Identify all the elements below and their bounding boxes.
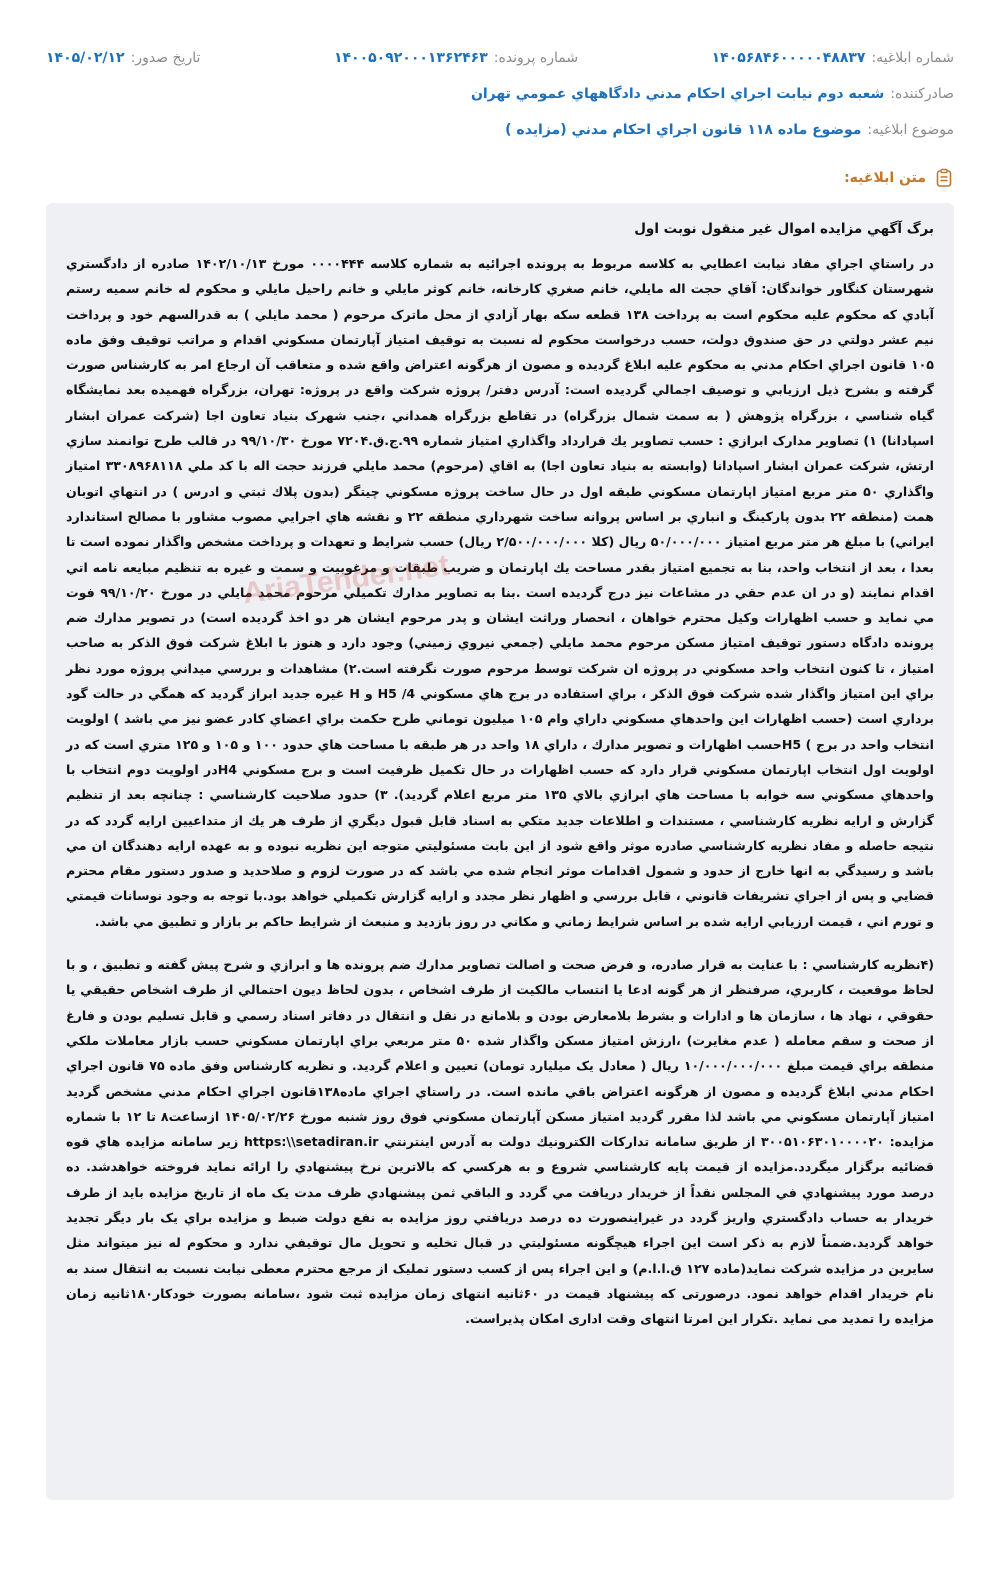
content-title: برگ آگهي مزايده اموال غير منقول نوبت اول — [634, 221, 934, 237]
notice-number-label: شماره ابلاغيه: — [871, 50, 954, 66]
case-number-label: شماره پرونده: — [493, 50, 579, 66]
subject-row — [46, 116, 954, 144]
header-meta-row — [46, 44, 954, 72]
content-paragraph-1: در راستاي اجراي مفاد نيابت اعطايي به کلاسه مربوط به پرونده اجرائيه به شماره کلاسه ۰۰۰۰۴۴۴ مورخ ۱۴۰۲/۱۰/۱۳ صادره از دادگستري شهرستان کنگاور خواندگان: آقاي حجت اله مايلي، خانم صغري کارخانه، خانم کوثر مايلي و خانم راحيل مايلي و محکوم له خانم سميه رستم آبادي که محکوم عليه محکوم است به پرداخت ۱۳۸ قطعه سکه بهار آزادي از محل ماترک مرحوم ( محمد مايلي ) به قدرالسهم خود و پرداخت نيم عشر دولتي در حق صندوق دولت، حسب درخواست محکوم له نسبت به توقيف امتياز آپارتمان مسکوني اقدام و مراتب توقيف وفق ماده ۱۰۵ قانون اجراي احکام مدني به محکوم عليه ابلاغ گرديده و مصون از هرگونه اعتراض واقع شده و متعاقب آن ارجاع امر به کارشناس صورت گرفته و بشرح ذيل ارزيابي و توصيف اجمالي گرديده است: آدرس دفتر/ پروژه شرکت واقع در پروژه: تهران، بزرگراه فهميده بعد نمايشگاه گياه شناسي ، بزرگراه پژوهش ( به سمت شمال بزرگراه) در تقاطع بزرگراه همداني ،جنب شهرک بنياد تعاون اجا (شرکت عمران ابشار اسپادانا) ۱) تصاوير مدارک ابرازي : حسب تصاوير يك قرارداد واگذاري امتياز شماره ۹۹.ج.ق.۷۲۰۴ مورخ ۹۹/۱۰/۳۰ در قالب طرح توانمند سازي ارتش، شرکت عمران ابشار اسپادانا (وابسته به بنياد تعاون اجا) به اقاي (مرحوم) محمد مايلي فرزند حجت اله با کد ملي ۳۳۰۸۹۶۸۱۱۸ امتياز واگذاري ۵۰ متر مربع امتياز اپارتمان مسکوني طبقه اول در حال ساخت پروژه مسکوني چيتگر (بدون پلاك ثبتي و ادرس ) در انتهاي اتوبان همت (منطقه ۲۲ بدون پارکينگ و انباري بر اساس پروانه ساخت شهرداري منطقه ۲۲ و نقشه هاي اجرايي مصوب مشاور با مصالح استاندارد ايراني) با مبلغ هر متر مربع امتياز ۵۰/۰۰۰/۰۰۰ ريال (کلا ۲/۵۰۰/۰۰۰/۰۰۰ ريال) حسب شرايط و تعهدات و پرداخت مشخص واگذار نموده است تا بعدا ، بعد از انتخاب واحد، بنا به تجميع امتياز بقدر مساحت يك اپارتمان و ضريب طبقات و مرغوبيت و سمت و غيره به تنظيم مبايعه نامه اتي اقدام نمايند (و در ان عدم حقي در مشاعات نيز درج گرديده است .بنا به تصاوير مدارك تكميلي مرحوم محمد مايلي در مورخ ۹۹/۱۰/۲۰ فوت مي نمايد و حسب اظهارات وکيل محترم خواهان ، انحصار وراثت ايشان و پدر مرحوم ايشان هر دو اخذ گرديده است) در تصوير مدارك ضم پرونده دادگاه دستور توقيف امتياز مسكن مرحوم محمد مايلي (جمعي نيروي زميني) وجود دارد و هنوز با ابلاغ شركت فوق الذكر به صاحب امتياز ، تا كنون انتخاب واحد مسكوني در پروژه ان شركت توسط مرحوم صورت نگرفته است.۲) مشاهدات و بررسي ميداني پروژه مورد نظر براي اين امتياز واگذار شده شركت فوق الذكر ، براي استفاده در برج هاي مسكوني H5 /4 و H غيره جديد ابراز گرديد كه همگي در حالت گود برداري است (حسب اظهارات اين واحدهاي مسكوني داراي وام ۱۰۵ ميليون توماني طرح حكمت براي اعضاي كادر عضو نيز مي باشد ) اولويت انتخاب واحد در برج ) H5حسب اظهارات و تصوير مدارك ، داراي ۱۸ واحد در هر طبقه با مساحت هاي حدود ۱۰۰ و ۱۰۵ و ۱۲۵ متري است كه در اولويت اول انتخاب اپارتمان مسكوني قرار دارد كه حسب اظهارات در حال تكميل ظرفيت است و برج مسكوني H4در اولويت دوم انتخاب با واحدهاي مسكوني سه خوابه با مساحت هاي ابرازي بالاي ۱۳۵ متر مربع اعلام گرديد). ۳) حدود صلاحيت كارشناسي : چنانچه بعد از تنظيم گزارش و ارايه نظريه كارشناسي ، مستندات و اطلاعات جديد متكي به اسناد قابل قبول ديگري از طرف هر يك از متداعيين ارايه گردد كه در نتيجه حاصله و مفاد نظريه كارشناسي صادره موثر واقع شود از اين بابت مسئوليتي متوجه اين نظريه نبوده و به عهده ارايه دهندگان ان مي باشد و رسيدگي به انها خارج از حدود و شمول اقدامات موثر انجام شده مي باشد كه در صورت لزوم و صلاحديد و صدور دستور مقام محترم قضايي و پس از اجراي تشريفات قانوني ، قابل بررسي و اظهار نظر مجدد و ارايه گزارش تكميلي خواهد بود.با توجه به وجود نوسانات قيمتي و تورم اني ، قيمت ارزيابي ارايه شده بر اساس شرايط زماني و مكاني در روز بازديد و منبعث از شرايط حاكم بر بازار و تطبيق مي باشد. — [66, 256, 935, 929]
issue-date — [46, 50, 200, 66]
content-paragraph-2: (۴نظريه كارشناسي : با عنايت به قرار صادره، و فرض صحت و اصالت تصاوير مدارك ضم پرونده ها و ابرازي و شرح پيش گفته و تطبيق ، و با لحاظ موقعيت ، كاربري، صرفنظر از هر گونه ادعا يا انتساب مالكيت از طرف اشخاص ، بدون لحاظ ديون احتمالي از طرف اشخاص حقيقي يا حقوقي ، نهاد ها ، سازمان ها و ادارات و بشرط بلامعارض بودن و بلامانع در نقل و انتقال در دفاتر اسناد رسمي و قابل تسليم بودن و فارغ از صحت و سقم معامله ( عدم مغايرت) ،ارزش امتياز مسكن واگذار شده ۵۰ متر مربعي براي اپارتمان مسكوني حسب بازار معاملات ملكي منطقه براي قيمت مبلغ ۱۰/۰۰۰/۰۰۰/۰۰۰ ريال ( معادل یک میلیارد تومان) تعيين و اعلام گرديد. و نظريه كارشناس وفق ماده ۷۵ قانون اجراي احكام مدني ابلاغ گرديده و مصون از هرگونه اعتراض باقي مانده است. در راستاي اجراي ماده۱۳۸قانون اجراي احكام مدني مشخص گرديد امتياز آپارتمان مسكوني مي باشد لذا مقرر گرديد امتياز مسكن آپارتمان مسكوني فوق روز شنبه مورخ ۱۴۰۵/۰۲/۲۶ ازساعت۸ تا ۱۲ با شماره مزايده: ۳۰۰۵۱۰۶۳۰۱۰۰۰۰۲۰ از طريق سامانه تداركات الكترونيك دولت به آدرس اينترنتي https:\\setadiran.ir زير سامانه مزايده هاي قوه قضائيه برگزار ميگردد.مزايده از قيمت پايه كارشناسي شروع و به هركسي كه بالاترين نرخ پيشنهادي را ارائه نمايد فروخته خواهدشد. ده درصد مورد پيشنهادي في المجلس نقداً از خريدار دريافت مي گردد و الباقي ثمن پيشنهادي ظرف مدت يک ماه از تاريخ مزايده بايد از طرف خريدار به حساب دادگستري واريز گردد در غيراينصورت ده درصد دريافتي روز مزايده به نفع دولت ضبط و مزايده براي يک بار ديگر تجديد خواهد گرديد.ضمناً لازم به ذکر است اين اجراء هيچگونه مسئوليتي در قبال تخليه و تحويل مال توقيفي ندارد و محکوم له نيز ميتواند مثل سايرين در مزايده شرکت نمايد(ماده ۱۲۷ ق.ا.ا.م) و اين اجراء پس از کسب دستور تمليک از مرجع محترم معطی نيابت نسبت به انتقال سند به نام خريدار اقدام خواهد نمود. درصورتی که پيشنهاد قيمت در ۶۰ثانيه انتهای زمان مزايده ثبت شود ،سامانه بصورت خودکار۱۸۰ثانيه زمان مزايده را تمديد می نمايد .تکرار اين امرتا انتهای وقت اداری امکان پذيراست. — [66, 957, 935, 1327]
notice-number — [712, 50, 954, 66]
notice-content-box — [46, 203, 954, 1500]
issuer-value: شعبه دوم نيابت اجراي احکام مدني دادگاههاي عمومي تهران — [470, 86, 885, 102]
issue-date-label: تاريخ صدور: — [130, 50, 201, 66]
issuer-label: صادرکننده: — [890, 86, 954, 102]
case-number — [334, 50, 578, 66]
subject-value: موضوع ماده ۱۱۸ قانون اجراي احکام مدني (مزايده ) — [505, 122, 862, 138]
subject — [505, 122, 954, 138]
notice-text-heading-label: متن ابلاغيه: — [844, 170, 926, 186]
document-list-icon — [934, 168, 954, 188]
case-number-value: ۱۴۰۰۵۰۹۲۰۰۰۱۳۶۲۴۶۳ — [333, 50, 488, 66]
notice-text-heading — [844, 168, 954, 188]
subject-label: موضوع ابلاغيه: — [867, 122, 954, 138]
issuer-row — [46, 80, 954, 108]
issuer — [471, 86, 954, 102]
issue-date-value: ۱۴۰۵/۰۲/۱۲ — [46, 50, 125, 66]
notice-number-value: ۱۴۰۵۶۸۴۶۰۰۰۰۰۴۸۸۳۷ — [711, 50, 866, 66]
watermark-logo: AriaTender.net — [240, 548, 452, 611]
